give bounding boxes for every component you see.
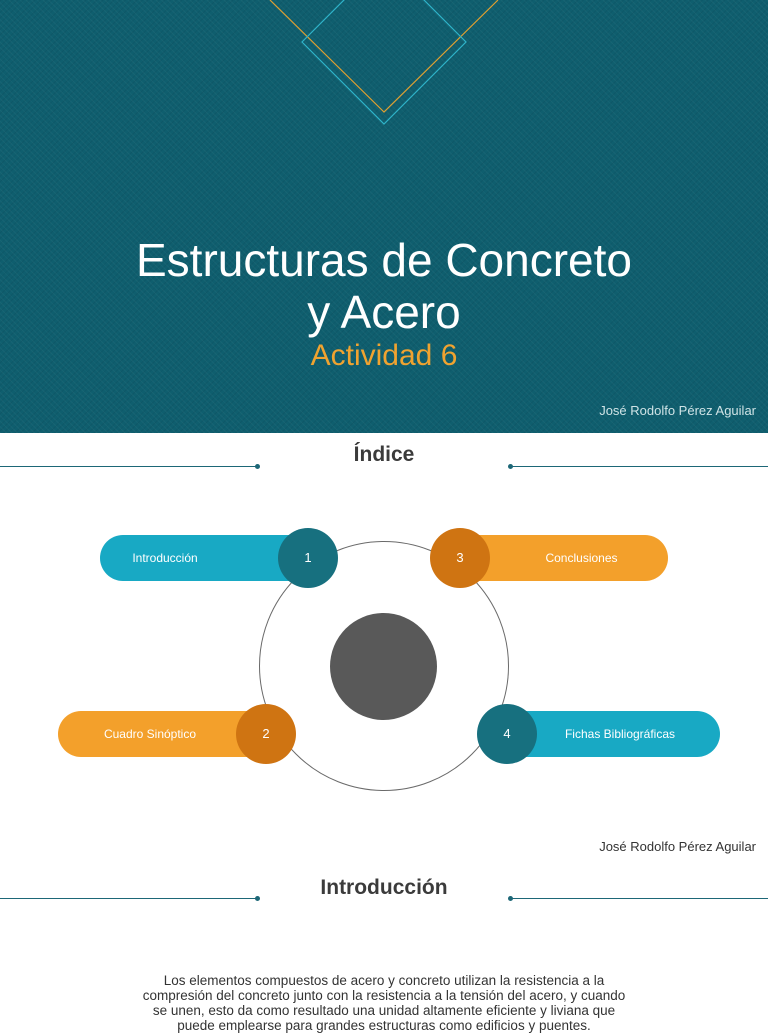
title-line-2: y Acero [307,286,461,338]
index-number-3: 3 [430,528,490,588]
presentation-subtitle: Actividad 6 [310,339,458,372]
title-rule-left [0,898,257,899]
introduction-title: Introducción [320,876,448,899]
cover-slide [0,0,768,433]
index-item-label: Introducción [132,551,198,565]
index-number-1: 1 [278,528,338,588]
title-rule-dot-right [508,896,513,901]
title-rule-right [512,898,768,899]
title-rule-dot-left [255,464,260,469]
cover-author: José Rodolfo Pérez Aguilar [599,403,756,418]
presentation-title [0,234,768,338]
paragraph-line: compresión del concreto junto con la resistencia a la tensión del acero, y cuando [142,988,626,1003]
index-item-label: Conclusiones [545,551,618,565]
index-number-4: 4 [477,704,537,764]
diamond-outline-decoration [0,0,768,140]
index-number-2: 2 [236,704,296,764]
paragraph-line: Los elementos compuestos de acero y concreto utilizan la resistencia a la [163,973,605,988]
index-author: José Rodolfo Pérez Aguilar [599,839,756,854]
paragraph-line: se unen, esto da como resultado una unidad altamente eficiente y liviana que [152,1003,616,1018]
title-rule-dot-right [508,464,513,469]
title-line-1: Estructuras de Concreto [135,234,632,286]
introduction-slide [0,863,768,1033]
index-item-label: Fichas Bibliográficas [564,727,676,741]
center-circle [330,613,437,720]
title-rule-left [0,466,257,467]
introduction-paragraph [134,973,634,1033]
index-title: Índice [353,443,415,466]
paragraph-line: puede emplearse para grandes estructuras como edificios y puentes. [177,1018,591,1033]
index-item-label: Cuadro Sinóptico [103,727,197,741]
title-rule-right [512,466,768,467]
title-rule-dot-left [255,896,260,901]
index-slide [0,433,768,863]
